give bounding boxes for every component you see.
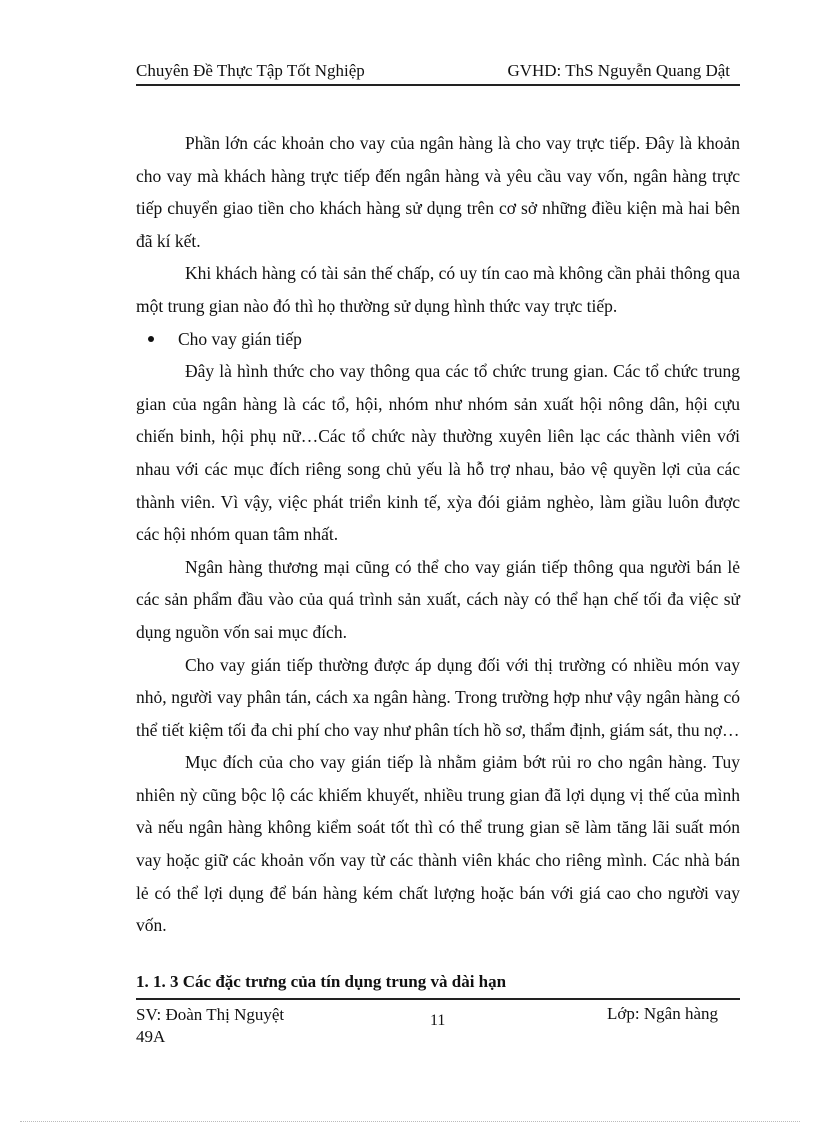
paragraph: Ngân hàng thương mại cũng có thể cho vay gián tiếp thông qua người bán lẻ các sản phẩm đầu vào của quá trình sản xuất, cách này có thể hạn chế tối đa việc sử dụng nguồn vốn sai mục đích.	[136, 556, 740, 642]
header-advisor: GVHD: ThS Nguyễn Quang Dật	[507, 61, 730, 80]
paragraph: Khi khách hàng có tài sản thế chấp, có uy tín cao mà không cần phải thông qua một trung gian nào đó thì họ thường sử dụng hình thức vay trực tiếp.	[136, 263, 740, 316]
student-name: SV: Đoàn Thị Nguyệt	[136, 1005, 285, 1024]
paragraph: Đây là hình thức cho vay thông qua các tổ chức trung gian. Các tổ chức trung gian của ngân hàng là các tổ, hội, nhóm như nhóm sản xuất hội nông dân, hội cựu chiến binh, hội phụ nữ…Các tổ chức này thường xuyên liên lạc các thành viên với nhau với các mục đích riêng song chủ yếu là hỗ trợ nhau, bảo vệ quyền lợi của các thành viên. Vì vậy, việc phát triển kinh tế, xỳa đói giảm nghèo, làm giầu luôn được các hội nhóm quan tâm nhất.	[136, 361, 740, 545]
footer-class: Lớp: Ngân hàng	[607, 1004, 718, 1023]
bullet-item	[136, 323, 740, 356]
header-title: Chuyên Đề Thực Tập Tốt Nghiệp	[136, 61, 365, 80]
document-body	[136, 127, 740, 942]
student-class-code: 49A	[136, 1027, 166, 1046]
footer-student	[136, 1004, 284, 1048]
paragraph: Phần lớn các khoản cho vay của ngân hàng là cho vay trực tiếp. Đây là khoản cho vay mà khách hàng trực tiếp đến ngân hàng và yêu cầu vay vốn, ngân hàng trực tiếp chuyển giao tiền cho khách hàng sử dụng trên cơ sở những điều kiện mà hai bên đã kí kết.	[136, 133, 740, 251]
bullet-icon	[148, 336, 154, 342]
page-footer	[136, 998, 740, 1046]
paragraph: Mục đích của cho vay gián tiếp là nhằm giảm bớt rủi ro cho ngân hàng. Tuy nhiên nỳ cũng bộc lộ các khiếm khuyết, nhiều trung gian đã lợi dụng vị thế của mình và nếu ngân hàng không kiểm soát tốt thì có thể trung gian sẽ làm tăng lãi suất món vay hoặc giữ các khoản vốn vay từ các thành viên khác cho riêng mình. Các nhà bán lẻ có thể lợi dụng để bán hàng kém chất lượng hoặc bán với giá cao cho người vay vốn.	[136, 752, 740, 936]
page-number: 11	[430, 1012, 446, 1029]
section-heading: 1. 1. 3 Các đặc trưng của tín dụng trung và dài hạn	[136, 972, 507, 991]
page-bottom-edge	[20, 1121, 800, 1122]
bullet-label: Cho vay gián tiếp	[178, 328, 302, 349]
paragraph: Cho vay gián tiếp thường được áp dụng đối với thị trường có nhiều món vay nhỏ, người vay phân tán, cách xa ngân hàng. Trong trường hợp như vậy ngân hàng có thể tiết kiệm tối đa chi phí cho vay như phân tích hồ sơ, thẩm định, giám sát, thu nợ…	[136, 654, 740, 740]
page-header	[136, 58, 740, 86]
